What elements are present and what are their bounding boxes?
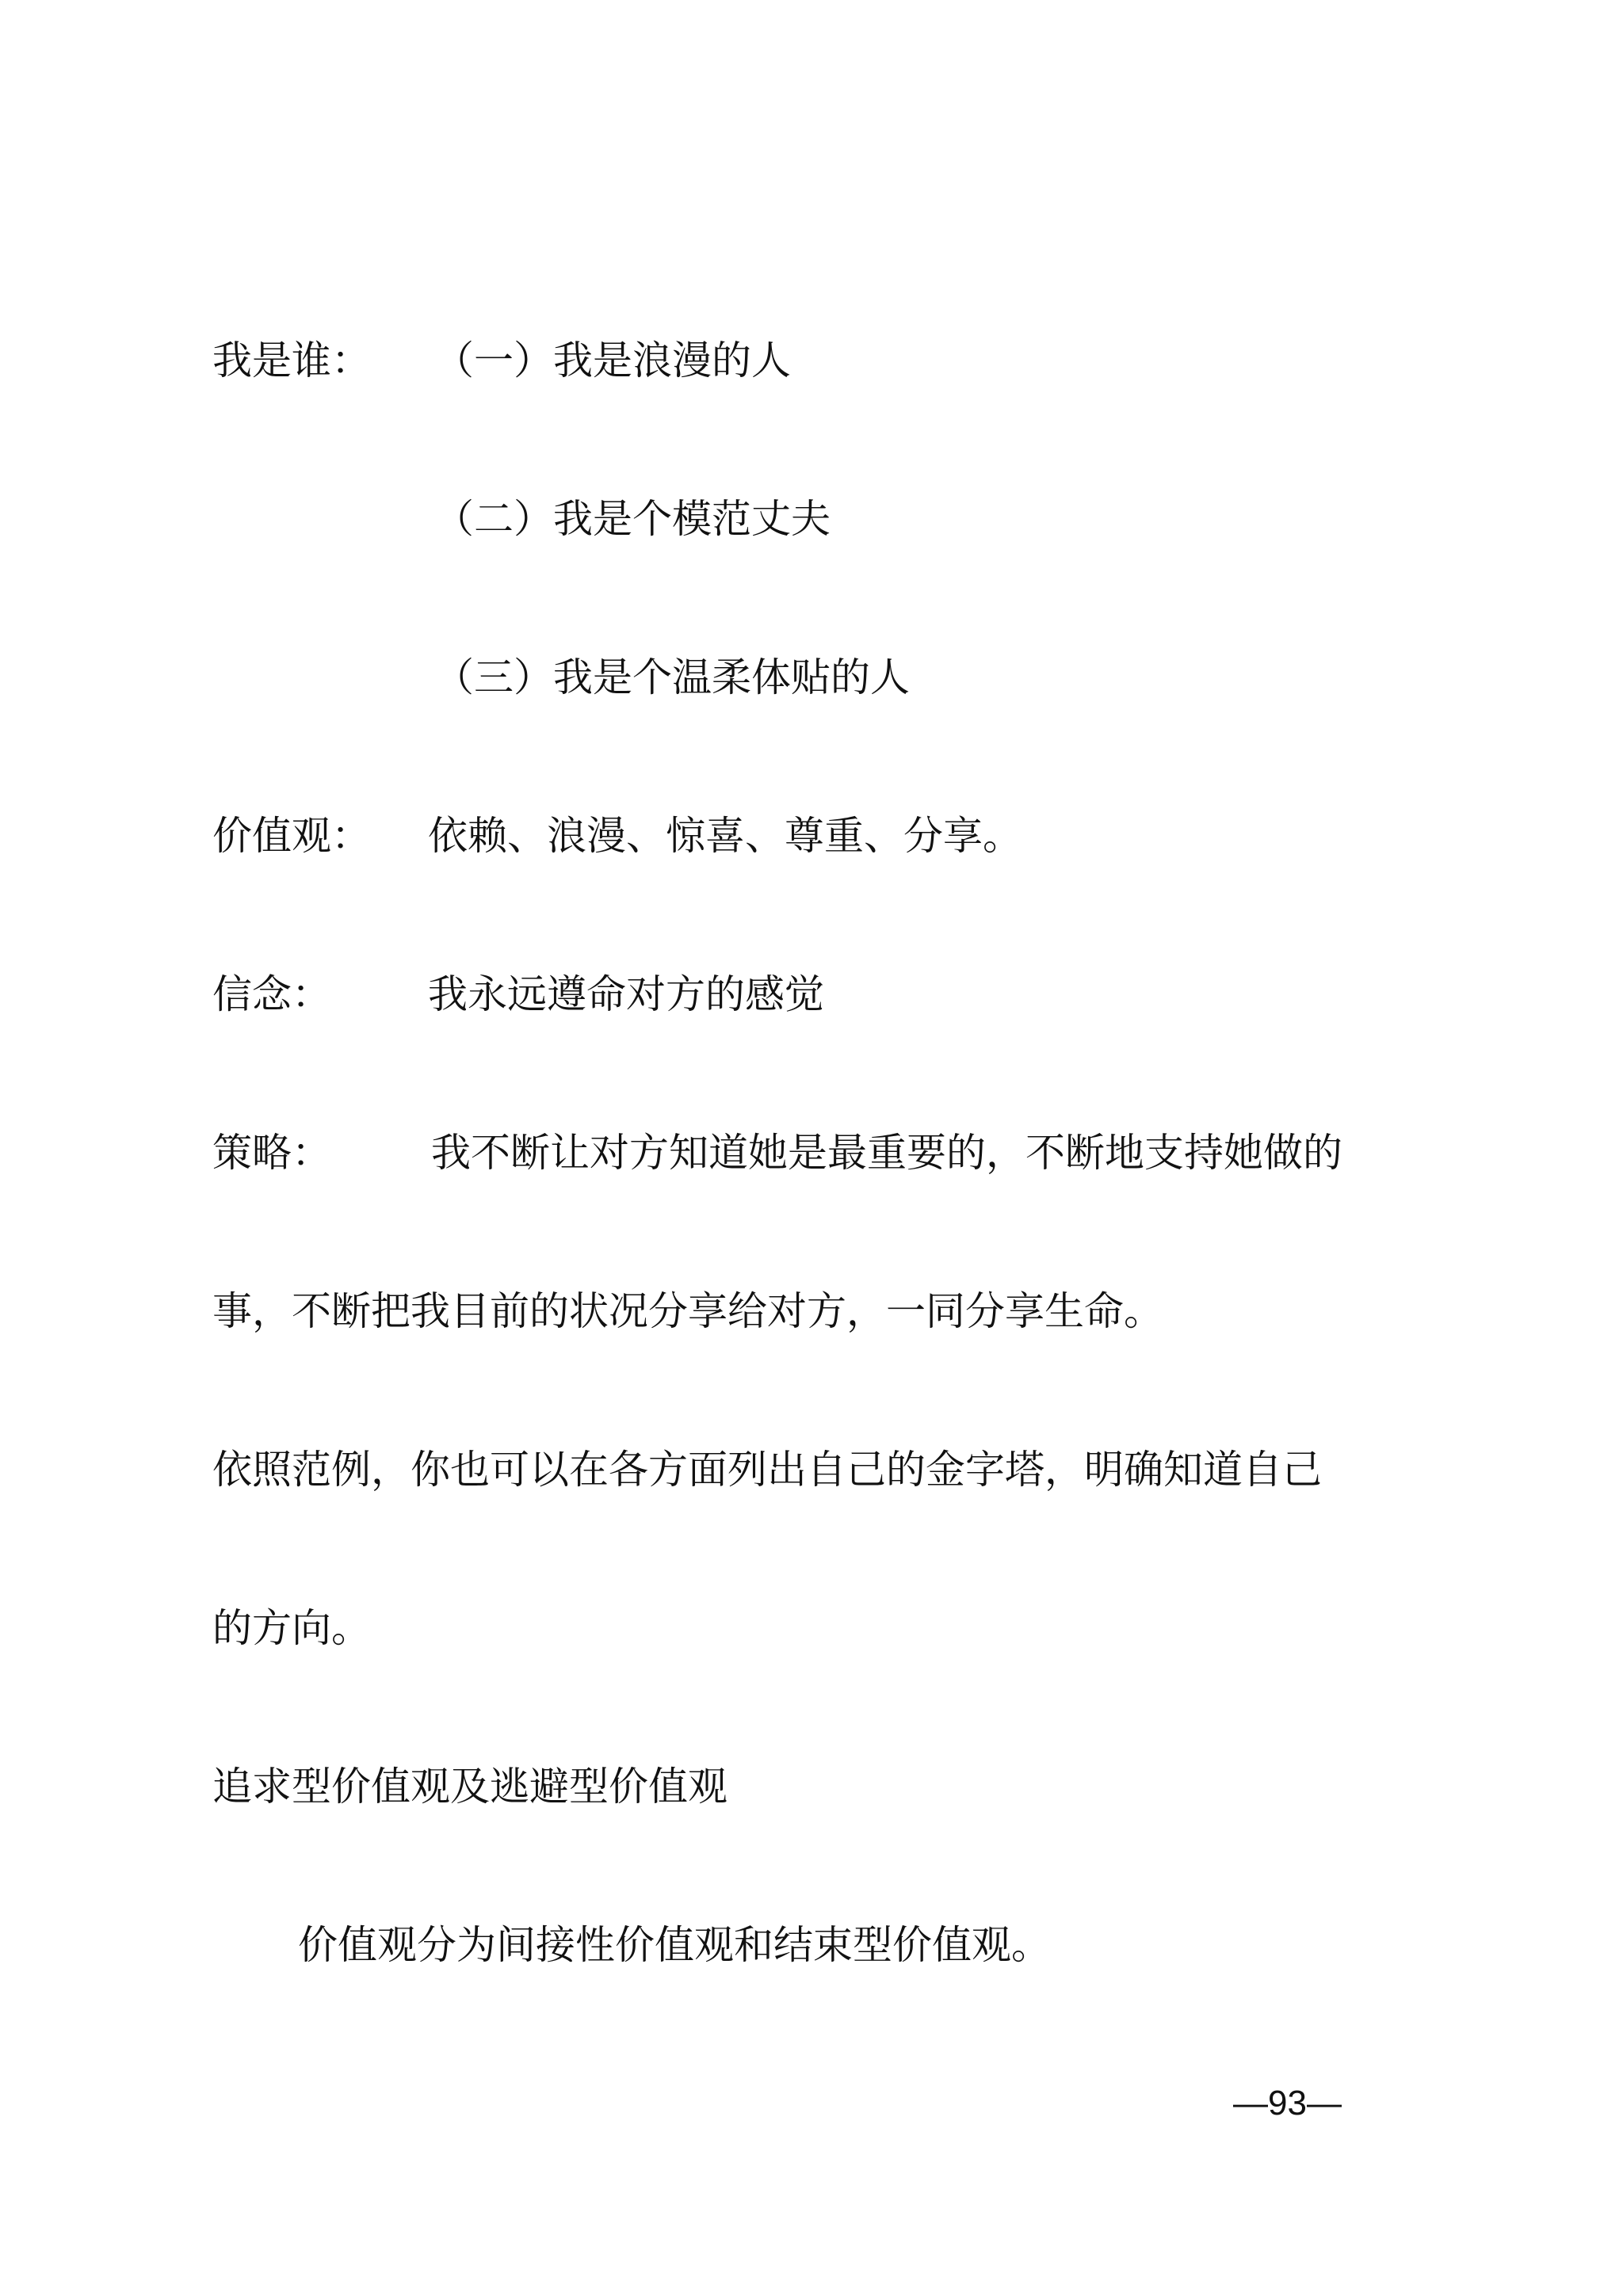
strategy-label: 策略： bbox=[212, 1130, 331, 1176]
who-am-i-item-2: （二）我是个模范丈夫 bbox=[434, 496, 831, 542]
example-note-line-2: 的方向。 bbox=[212, 1605, 371, 1651]
strategy-line-1: 我不断让对方知道她是最重要的，不断地支持她做的 bbox=[431, 1130, 1342, 1176]
belief-label: 信念： bbox=[212, 971, 331, 1017]
section-body: 价值观分为间接性价值观和结束型价值观。 bbox=[298, 1922, 1051, 1968]
who-am-i-item-3: （三）我是个温柔体贴的人 bbox=[434, 654, 910, 700]
page-number: —93— bbox=[1233, 2084, 1342, 2122]
who-am-i-label: 我是谁： bbox=[212, 338, 371, 383]
strategy-line-2: 事，不断把我目前的状况分享给对方，一同分享生命。 bbox=[212, 1288, 1163, 1334]
belief-text: 我永远遵命对方的感觉 bbox=[428, 971, 824, 1017]
who-am-i-item-1: （一）我是浪漫的人 bbox=[434, 338, 791, 383]
section-heading: 追求型价值观及逃避型价值观 bbox=[212, 1764, 727, 1810]
example-note-line-1: 依照范例，你也可以在各方面列出自己的金字塔，明确知道自己 bbox=[212, 1447, 1322, 1493]
values-text: 依赖、浪漫、惊喜、尊重、分享。 bbox=[428, 813, 1022, 859]
values-label: 价值观： bbox=[212, 813, 371, 859]
